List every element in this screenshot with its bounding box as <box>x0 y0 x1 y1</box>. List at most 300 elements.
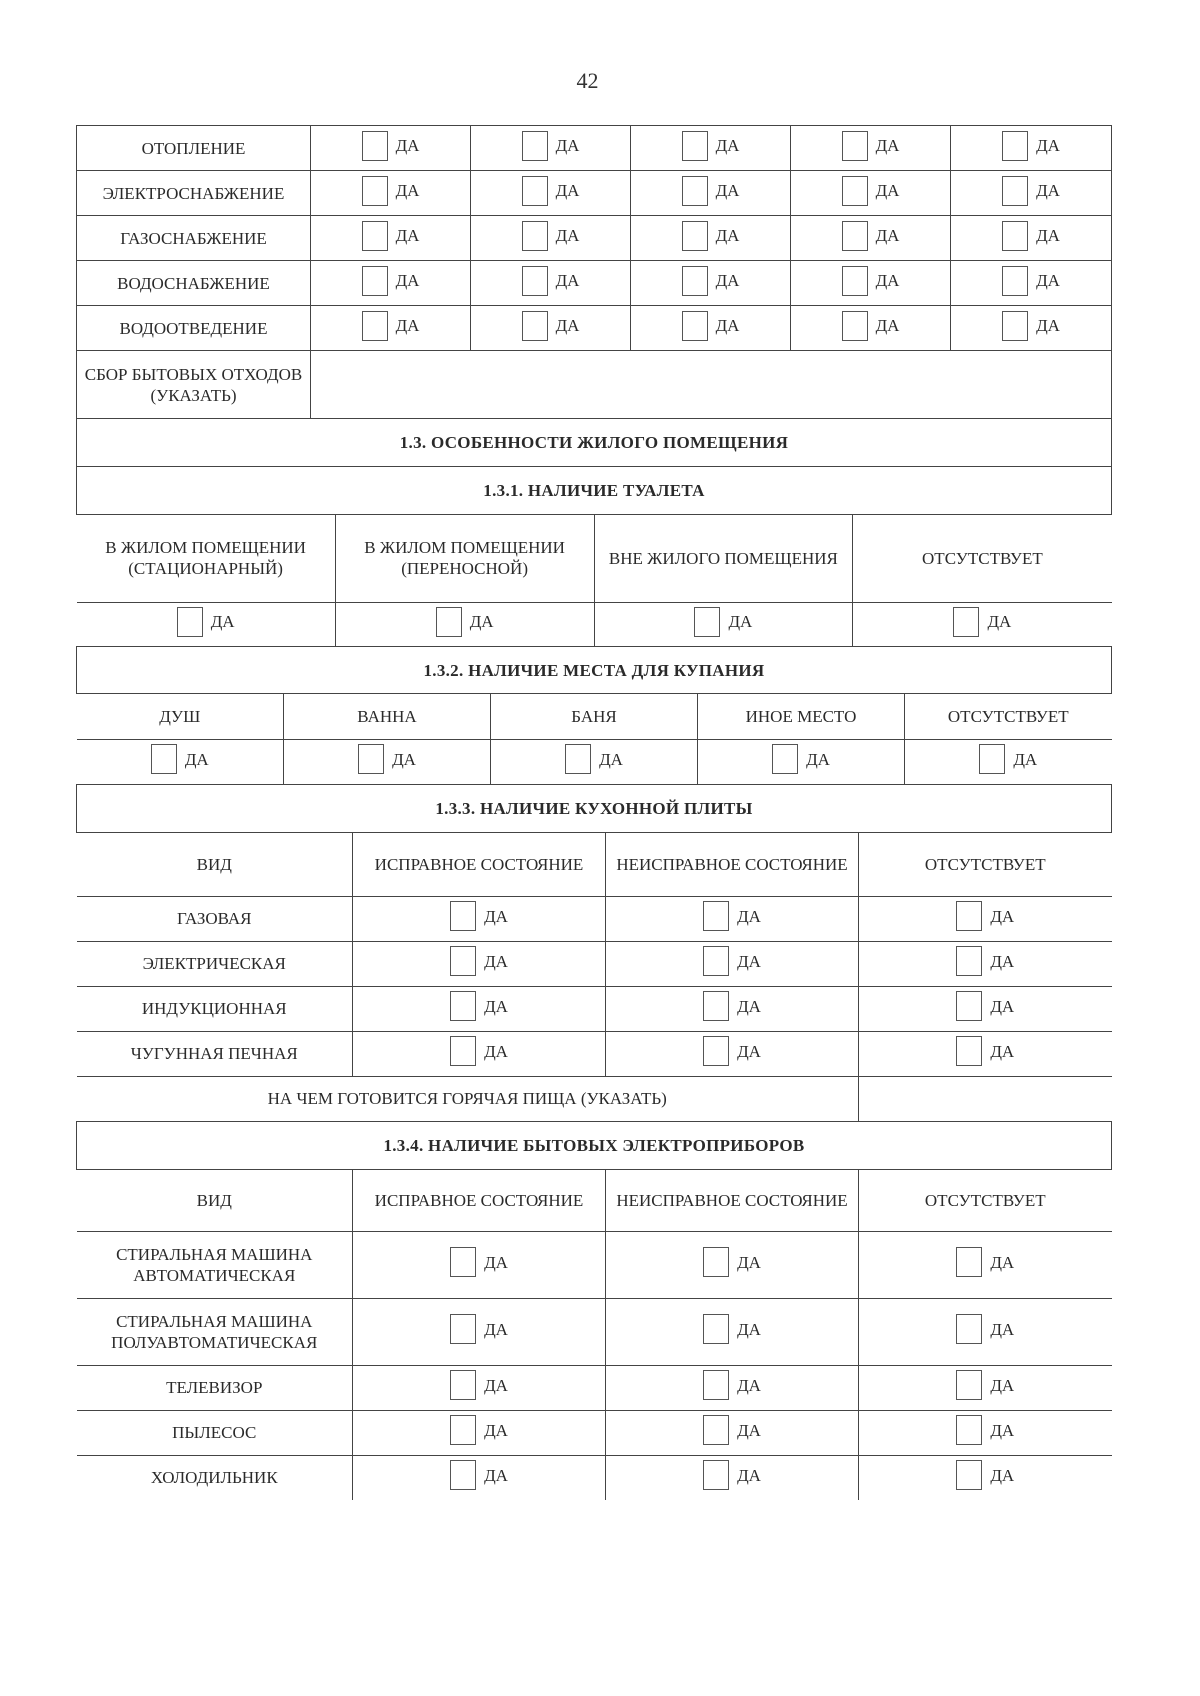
utility-3-col-4-checkbox[interactable] <box>1002 266 1028 296</box>
stove-3-col-1-checkbox[interactable] <box>703 1036 729 1066</box>
stove-type-label: ИНДУКЦИОННАЯ <box>77 986 353 1031</box>
utility-1-col-0-cell <box>311 171 471 216</box>
utility-2-col-2-label: ДА <box>715 226 740 245</box>
stove-header: ИСПРАВНОЕ СОСТОЯНИЕ <box>353 833 606 896</box>
utility-row <box>77 126 1112 171</box>
stove-3-col-1-cell <box>606 1031 859 1076</box>
utility-4-col-2-option[interactable] <box>682 311 740 341</box>
section-1-3-title: 1.3. ОСОБЕННОСТИ ЖИЛОГО ПОМЕЩЕНИЯ <box>77 419 1112 467</box>
appliance-1-col-0-label: ДА <box>484 1319 508 1339</box>
utility-2-col-0-option[interactable] <box>362 221 420 251</box>
toilet-1-checkbox[interactable] <box>436 607 462 637</box>
appliance-type-label: СТИРАЛЬНАЯ МАШИНА АВТОМАТИЧЕСКАЯ <box>77 1231 353 1298</box>
appliance-3-col-0-cell <box>353 1410 606 1455</box>
utility-3-col-1-label: ДА <box>555 271 580 290</box>
stove-3-col-1-label: ДА <box>737 1041 761 1061</box>
utility-0-col-2-cell <box>631 126 791 171</box>
toilet-2-checkbox[interactable] <box>694 607 720 637</box>
appliance-1-col-0-option[interactable] <box>450 1314 508 1344</box>
stove-0-col-2-checkbox[interactable] <box>956 901 982 931</box>
utility-1-col-2-cell <box>631 171 791 216</box>
appliance-0-col-2-label: ДА <box>990 1252 1015 1272</box>
appliance-type-label: СТИРАЛЬНАЯ МАШИНА ПОЛУАВТОМАТИЧЕСКАЯ <box>77 1298 353 1365</box>
stove-1-col-0-option[interactable] <box>450 946 508 976</box>
bathing-3-option[interactable] <box>772 744 830 774</box>
utility-1-col-4-option[interactable] <box>1002 176 1060 206</box>
appliance-3-col-1-cell <box>606 1410 859 1455</box>
stove-0-col-0-label: ДА <box>484 906 508 926</box>
appliance-2-col-1-cell <box>606 1365 859 1410</box>
utility-2-col-1-option[interactable] <box>522 221 580 251</box>
appliance-4-col-1-option[interactable] <box>703 1460 761 1490</box>
stove-1-col-2-option[interactable] <box>956 946 1014 976</box>
stove-type-label: ЧУГУННАЯ ПЕЧНАЯ <box>77 1031 353 1076</box>
stove-3-col-2-label: ДА <box>990 1041 1015 1061</box>
utility-0-col-1-cell <box>471 126 631 171</box>
stove-3-col-0-checkbox[interactable] <box>450 1036 476 1066</box>
stove-0-col-1-checkbox[interactable] <box>703 901 729 931</box>
appliance-0-col-2-option[interactable] <box>956 1247 1014 1277</box>
utility-label: ЭЛЕКТРОСНАБЖЕНИЕ <box>77 171 311 216</box>
utility-0-col-2-checkbox[interactable] <box>682 131 708 161</box>
stove-2-col-2-label: ДА <box>990 996 1015 1016</box>
bathing-section <box>77 694 1112 785</box>
toilet-3-label: ДА <box>987 612 1012 632</box>
appliance-header: НЕИСПРАВНОЕ СОСТОЯНИЕ <box>606 1170 859 1231</box>
utility-3-col-2-label: ДА <box>715 271 740 290</box>
bathing-3-label: ДА <box>806 749 830 769</box>
bathing-section-title: 1.3.2. НАЛИЧИЕ МЕСТА ДЛЯ КУПАНИЯ <box>77 647 1112 694</box>
utility-2-col-0-label: ДА <box>395 226 420 245</box>
toilet-0-label: ДА <box>210 612 235 632</box>
page-number: 42 <box>576 68 599 93</box>
bathing-3-checkbox[interactable] <box>772 744 798 774</box>
stove-2-col-2-option[interactable] <box>956 991 1014 1021</box>
appliance-1-col-0-checkbox[interactable] <box>450 1314 476 1344</box>
toilet-2-option[interactable] <box>694 607 752 637</box>
utility-2-col-3-checkbox[interactable] <box>842 221 868 251</box>
stove-2-col-0-label: ДА <box>484 996 508 1016</box>
utility-4-col-3-cell <box>791 306 951 351</box>
appliance-4-col-1-checkbox[interactable] <box>703 1460 729 1490</box>
bathing-header: ВАННА <box>284 694 491 739</box>
waste-collection-row <box>77 351 1112 419</box>
utility-3-col-3-checkbox[interactable] <box>842 266 868 296</box>
utility-3-col-1-cell <box>471 261 631 306</box>
appliance-0-col-0-checkbox[interactable] <box>450 1247 476 1277</box>
utility-0-col-0-option[interactable] <box>362 131 420 161</box>
stove-1-col-1-option[interactable] <box>703 946 761 976</box>
stove-2-col-2-checkbox[interactable] <box>956 991 982 1021</box>
appliance-3-col-2-option[interactable] <box>956 1415 1014 1445</box>
utility-2-col-1-checkbox[interactable] <box>522 221 548 251</box>
utility-1-col-4-cell <box>951 171 1112 216</box>
stove-header: НЕИСПРАВНОЕ СОСТОЯНИЕ <box>606 833 859 896</box>
utility-4-col-1-checkbox[interactable] <box>522 311 548 341</box>
stove-3-col-1-option[interactable] <box>703 1036 761 1066</box>
toilet-0-cell <box>77 602 336 646</box>
utility-0-col-4-cell <box>951 126 1112 171</box>
utility-4-col-0-checkbox[interactable] <box>362 311 388 341</box>
utility-2-col-3-label: ДА <box>875 226 900 245</box>
appliance-header: ОТСУТСТВУЕТ <box>859 1170 1112 1231</box>
utility-4-col-2-label: ДА <box>715 316 740 335</box>
utility-2-col-1-label: ДА <box>555 226 580 245</box>
bathing-0-checkbox[interactable] <box>151 744 177 774</box>
utility-4-col-4-label: ДА <box>1036 316 1060 335</box>
appliance-4-col-0-option[interactable] <box>450 1460 508 1490</box>
stove-1-col-0-cell <box>353 941 606 986</box>
stove-1-col-2-checkbox[interactable] <box>956 946 982 976</box>
utility-3-col-4-cell <box>951 261 1112 306</box>
utility-3-col-1-checkbox[interactable] <box>522 266 548 296</box>
appliances-section <box>77 1170 1112 1501</box>
appliance-1-col-1-cell <box>606 1298 859 1365</box>
appliance-3-col-1-label: ДА <box>737 1420 761 1440</box>
toilet-1-option[interactable] <box>436 607 494 637</box>
utility-0-col-3-cell <box>791 126 951 171</box>
appliance-2-col-2-option[interactable] <box>956 1370 1014 1400</box>
appliance-1-col-0-cell <box>353 1298 606 1365</box>
stove-2-col-0-checkbox[interactable] <box>450 991 476 1021</box>
utility-1-col-3-checkbox[interactable] <box>842 176 868 206</box>
utility-0-col-0-cell <box>311 126 471 171</box>
utility-3-col-3-cell <box>791 261 951 306</box>
utility-2-col-2-checkbox[interactable] <box>682 221 708 251</box>
stove-0-col-2-label: ДА <box>990 906 1015 926</box>
stove-0-col-1-option[interactable] <box>703 901 761 931</box>
bathing-header: БАНЯ <box>491 694 698 739</box>
stove-2-col-0-option[interactable] <box>450 991 508 1021</box>
stove-row <box>77 1031 1112 1076</box>
toilet-header: В ЖИЛОМ ПОМЕЩЕНИИ (СТАЦИОНАРНЫЙ) <box>77 515 336 602</box>
hot-food-row <box>77 1076 1112 1121</box>
utility-3-col-0-option[interactable] <box>362 266 420 296</box>
utility-4-col-4-cell <box>951 306 1112 351</box>
utility-2-col-4-checkbox[interactable] <box>1002 221 1028 251</box>
appliance-1-col-1-checkbox[interactable] <box>703 1314 729 1344</box>
toilet-header: ВНЕ ЖИЛОГО ПОМЕЩЕНИЯ <box>594 515 853 602</box>
appliance-2-col-0-label: ДА <box>484 1375 508 1395</box>
toilet-1-cell <box>335 602 594 646</box>
utility-0-col-0-label: ДА <box>395 136 420 155</box>
utility-0-col-4-checkbox[interactable] <box>1002 131 1028 161</box>
appliance-header: ИСПРАВНОЕ СОСТОЯНИЕ <box>353 1170 606 1231</box>
stove-2-col-1-option[interactable] <box>703 991 761 1021</box>
utility-4-col-3-checkbox[interactable] <box>842 311 868 341</box>
appliance-type-label: ТЕЛЕВИЗОР <box>77 1365 353 1410</box>
appliance-1-col-1-option[interactable] <box>703 1314 761 1344</box>
appliance-2-col-2-checkbox[interactable] <box>956 1370 982 1400</box>
bathing-2-option[interactable] <box>565 744 623 774</box>
stove-section-title: 1.3.3. НАЛИЧИЕ КУХОННОЙ ПЛИТЫ <box>77 785 1112 833</box>
appliance-0-col-0-cell <box>353 1231 606 1298</box>
stove-0-col-0-cell <box>353 896 606 941</box>
stove-3-col-0-cell <box>353 1031 606 1076</box>
utility-2-col-4-option[interactable] <box>1002 221 1060 251</box>
utility-3-col-4-option[interactable] <box>1002 266 1060 296</box>
stove-row <box>77 896 1112 941</box>
bathing-2-checkbox[interactable] <box>565 744 591 774</box>
appliance-4-col-1-cell <box>606 1455 859 1500</box>
toilet-3-cell <box>853 602 1112 646</box>
stove-3-col-2-cell <box>859 1031 1112 1076</box>
utility-0-col-4-option[interactable] <box>1002 131 1060 161</box>
bathing-header: ДУШ <box>77 694 284 739</box>
stove-0-col-0-checkbox[interactable] <box>450 901 476 931</box>
appliance-1-col-2-checkbox[interactable] <box>956 1314 982 1344</box>
utility-0-col-1-checkbox[interactable] <box>522 131 548 161</box>
utility-0-col-3-option[interactable] <box>842 131 900 161</box>
utility-3-col-2-checkbox[interactable] <box>682 266 708 296</box>
utility-row <box>77 171 1112 216</box>
stove-1-col-1-label: ДА <box>737 951 761 971</box>
utility-3-col-4-label: ДА <box>1036 271 1060 290</box>
waste-collection-field[interactable] <box>311 351 1112 419</box>
utility-2-col-2-option[interactable] <box>682 221 740 251</box>
appliance-4-col-0-cell <box>353 1455 606 1500</box>
toilet-1-label: ДА <box>469 612 494 632</box>
waste-collection-label: СБОР БЫТОВЫХ ОТХОДОВ (УКАЗАТЬ) <box>77 351 311 419</box>
survey-form-table <box>76 125 1112 1500</box>
utility-2-col-3-cell <box>791 216 951 261</box>
hot-food-label: НА ЧЕМ ГОТОВИТСЯ ГОРЯЧАЯ ПИЩА (УКАЗАТЬ) <box>77 1076 859 1121</box>
utility-2-col-3-option[interactable] <box>842 221 900 251</box>
utility-2-col-0-cell <box>311 216 471 261</box>
stove-1-col-2-cell <box>859 941 1112 986</box>
utility-label: ГАЗОСНАБЖЕНИЕ <box>77 216 311 261</box>
appliance-3-col-2-cell <box>859 1410 1112 1455</box>
stove-3-col-2-option[interactable] <box>956 1036 1014 1066</box>
appliance-row <box>77 1365 1112 1410</box>
hot-food-field[interactable] <box>859 1076 1112 1121</box>
stove-row <box>77 941 1112 986</box>
stove-type-label: ГАЗОВАЯ <box>77 896 353 941</box>
stove-2-col-1-checkbox[interactable] <box>703 991 729 1021</box>
appliance-1-col-2-cell <box>859 1298 1112 1365</box>
utility-row <box>77 216 1112 261</box>
bathing-4-cell <box>905 739 1112 784</box>
appliance-row <box>77 1231 1112 1298</box>
stove-0-col-2-cell <box>859 896 1112 941</box>
utility-label: ВОДОСНАБЖЕНИЕ <box>77 261 311 306</box>
utility-3-col-0-cell <box>311 261 471 306</box>
toilet-header: В ЖИЛОМ ПОМЕЩЕНИИ (ПЕРЕНОСНОЙ) <box>335 515 594 602</box>
utility-label: ОТОПЛЕНИЕ <box>77 126 311 171</box>
toilet-0-option[interactable] <box>177 607 235 637</box>
bathing-0-label: ДА <box>184 749 209 769</box>
bathing-1-cell <box>284 739 491 784</box>
toilet-3-option[interactable] <box>953 607 1011 637</box>
utility-1-col-1-cell <box>471 171 631 216</box>
utility-3-col-3-option[interactable] <box>842 266 900 296</box>
bathing-4-option[interactable] <box>979 744 1037 774</box>
appliance-2-col-0-option[interactable] <box>450 1370 508 1400</box>
stove-1-col-0-label: ДА <box>484 951 508 971</box>
utility-3-col-2-cell <box>631 261 791 306</box>
appliance-0-col-0-label: ДА <box>484 1252 508 1272</box>
appliance-0-col-2-cell <box>859 1231 1112 1298</box>
bathing-header: ОТСУТСТВУЕТ <box>905 694 1112 739</box>
utility-4-col-0-cell <box>311 306 471 351</box>
stove-0-col-2-option[interactable] <box>956 901 1014 931</box>
utility-1-col-1-checkbox[interactable] <box>522 176 548 206</box>
stove-0-col-0-option[interactable] <box>450 901 508 931</box>
bathing-3-cell <box>698 739 905 784</box>
appliance-row <box>77 1455 1112 1500</box>
utility-0-col-3-label: ДА <box>875 136 900 155</box>
utility-3-col-1-option[interactable] <box>522 266 580 296</box>
stove-1-col-1-checkbox[interactable] <box>703 946 729 976</box>
appliance-4-col-2-label: ДА <box>990 1465 1015 1485</box>
bathing-1-option[interactable] <box>358 744 416 774</box>
utility-4-col-0-label: ДА <box>395 316 420 335</box>
stove-1-col-2-label: ДА <box>990 951 1015 971</box>
appliance-4-col-2-option[interactable] <box>956 1460 1014 1490</box>
appliance-2-col-0-cell <box>353 1365 606 1410</box>
utility-row <box>77 261 1112 306</box>
appliance-3-col-1-checkbox[interactable] <box>703 1415 729 1445</box>
appliance-3-col-0-option[interactable] <box>450 1415 508 1445</box>
utility-4-col-2-checkbox[interactable] <box>682 311 708 341</box>
utility-4-col-1-cell <box>471 306 631 351</box>
stove-3-col-0-option[interactable] <box>450 1036 508 1066</box>
appliance-row <box>77 1410 1112 1455</box>
stove-2-col-1-label: ДА <box>737 996 761 1016</box>
toilet-0-checkbox[interactable] <box>177 607 203 637</box>
utility-1-col-0-checkbox[interactable] <box>362 176 388 206</box>
utility-1-col-2-label: ДА <box>715 181 740 200</box>
utility-1-col-3-label: ДА <box>875 181 900 200</box>
appliance-0-col-0-option[interactable] <box>450 1247 508 1277</box>
appliance-4-col-2-cell <box>859 1455 1112 1500</box>
appliance-type-label: ПЫЛЕСОС <box>77 1410 353 1455</box>
appliance-0-col-1-label: ДА <box>737 1252 761 1272</box>
utility-4-col-4-option[interactable] <box>1002 311 1060 341</box>
utility-0-col-4-label: ДА <box>1036 136 1060 155</box>
stove-header: ВИД <box>77 833 353 896</box>
bathing-0-option[interactable] <box>151 744 209 774</box>
appliance-1-col-2-option[interactable] <box>956 1314 1014 1344</box>
utility-row <box>77 306 1112 351</box>
appliance-0-col-1-cell <box>606 1231 859 1298</box>
utility-0-col-1-option[interactable] <box>522 131 580 161</box>
appliance-2-col-1-option[interactable] <box>703 1370 761 1400</box>
appliance-3-col-2-checkbox[interactable] <box>956 1415 982 1445</box>
bathing-2-label: ДА <box>599 749 623 769</box>
appliance-2-col-1-label: ДА <box>737 1375 761 1395</box>
appliance-3-col-0-checkbox[interactable] <box>450 1415 476 1445</box>
appliance-1-col-2-label: ДА <box>990 1319 1015 1339</box>
appliance-type-label: ХОЛОДИЛЬНИК <box>77 1455 353 1500</box>
utility-2-col-4-cell <box>951 216 1112 261</box>
stove-1-col-0-checkbox[interactable] <box>450 946 476 976</box>
utility-1-col-3-cell <box>791 171 951 216</box>
utility-2-col-2-cell <box>631 216 791 261</box>
utility-4-col-4-checkbox[interactable] <box>1002 311 1028 341</box>
stove-2-col-2-cell <box>859 986 1112 1031</box>
utility-3-col-0-label: ДА <box>395 271 420 290</box>
appliance-row <box>77 1298 1112 1365</box>
utility-2-col-0-checkbox[interactable] <box>362 221 388 251</box>
bathing-2-cell <box>491 739 698 784</box>
utility-1-col-4-checkbox[interactable] <box>1002 176 1028 206</box>
stove-3-col-2-checkbox[interactable] <box>956 1036 982 1066</box>
utility-1-col-2-checkbox[interactable] <box>682 176 708 206</box>
toilet-3-checkbox[interactable] <box>953 607 979 637</box>
utility-2-col-4-label: ДА <box>1036 226 1060 245</box>
appliance-0-col-1-checkbox[interactable] <box>703 1247 729 1277</box>
appliance-header: ВИД <box>77 1170 353 1231</box>
utilities-section <box>77 126 1112 351</box>
utility-1-col-3-option[interactable] <box>842 176 900 206</box>
utility-3-col-2-option[interactable] <box>682 266 740 296</box>
utility-3-col-0-checkbox[interactable] <box>362 266 388 296</box>
utility-1-col-0-label: ДА <box>395 181 420 200</box>
utility-0-col-2-option[interactable] <box>682 131 740 161</box>
bathing-4-checkbox[interactable] <box>979 744 1005 774</box>
utility-4-col-1-label: ДА <box>555 316 580 335</box>
utility-4-col-3-label: ДА <box>875 316 900 335</box>
stove-row <box>77 986 1112 1031</box>
stove-0-col-1-label: ДА <box>737 906 761 926</box>
utility-4-col-2-cell <box>631 306 791 351</box>
appliance-0-col-1-option[interactable] <box>703 1247 761 1277</box>
appliance-2-col-1-checkbox[interactable] <box>703 1370 729 1400</box>
bathing-1-checkbox[interactable] <box>358 744 384 774</box>
utility-1-col-2-option[interactable] <box>682 176 740 206</box>
toilet-2-label: ДА <box>728 612 753 632</box>
appliance-2-col-2-label: ДА <box>990 1375 1015 1395</box>
toilet-2-cell <box>594 602 853 646</box>
toilet-section <box>77 515 1112 647</box>
appliance-2-col-0-checkbox[interactable] <box>450 1370 476 1400</box>
toilet-header: ОТСУТСТВУЕТ <box>853 515 1112 602</box>
appliance-3-col-0-label: ДА <box>484 1420 508 1440</box>
appliance-3-col-2-label: ДА <box>990 1420 1015 1440</box>
appliance-4-col-2-checkbox[interactable] <box>956 1460 982 1490</box>
appliance-0-col-2-checkbox[interactable] <box>956 1247 982 1277</box>
utility-2-col-1-cell <box>471 216 631 261</box>
bathing-0-cell <box>77 739 284 784</box>
stove-section <box>77 833 1112 1122</box>
utility-0-col-0-checkbox[interactable] <box>362 131 388 161</box>
appliances-section-title: 1.3.4. НАЛИЧИЕ БЫТОВЫХ ЭЛЕКТРОПРИБОРОВ <box>77 1122 1112 1170</box>
utility-1-col-0-option[interactable] <box>362 176 420 206</box>
stove-header: ОТСУТСТВУЕТ <box>859 833 1112 896</box>
utility-0-col-3-checkbox[interactable] <box>842 131 868 161</box>
stove-1-col-1-cell <box>606 941 859 986</box>
bathing-header: ИНОЕ МЕСТО <box>698 694 905 739</box>
stove-2-col-1-cell <box>606 986 859 1031</box>
utility-3-col-3-label: ДА <box>875 271 900 290</box>
appliance-2-col-2-cell <box>859 1365 1112 1410</box>
utility-1-col-4-label: ДА <box>1036 181 1060 200</box>
utility-4-col-3-option[interactable] <box>842 311 900 341</box>
utility-1-col-1-option[interactable] <box>522 176 580 206</box>
utility-4-col-1-option[interactable] <box>522 311 580 341</box>
toilet-section-title: 1.3.1. НАЛИЧИЕ ТУАЛЕТА <box>77 467 1112 515</box>
utility-4-col-0-option[interactable] <box>362 311 420 341</box>
utility-label: ВОДООТВЕДЕНИЕ <box>77 306 311 351</box>
appliance-3-col-1-option[interactable] <box>703 1415 761 1445</box>
appliance-4-col-0-checkbox[interactable] <box>450 1460 476 1490</box>
stove-2-col-0-cell <box>353 986 606 1031</box>
appliance-1-col-1-label: ДА <box>737 1319 761 1339</box>
bathing-1-label: ДА <box>392 749 416 769</box>
appliance-4-col-0-label: ДА <box>484 1465 508 1485</box>
stove-type-label: ЭЛЕКТРИЧЕСКАЯ <box>77 941 353 986</box>
